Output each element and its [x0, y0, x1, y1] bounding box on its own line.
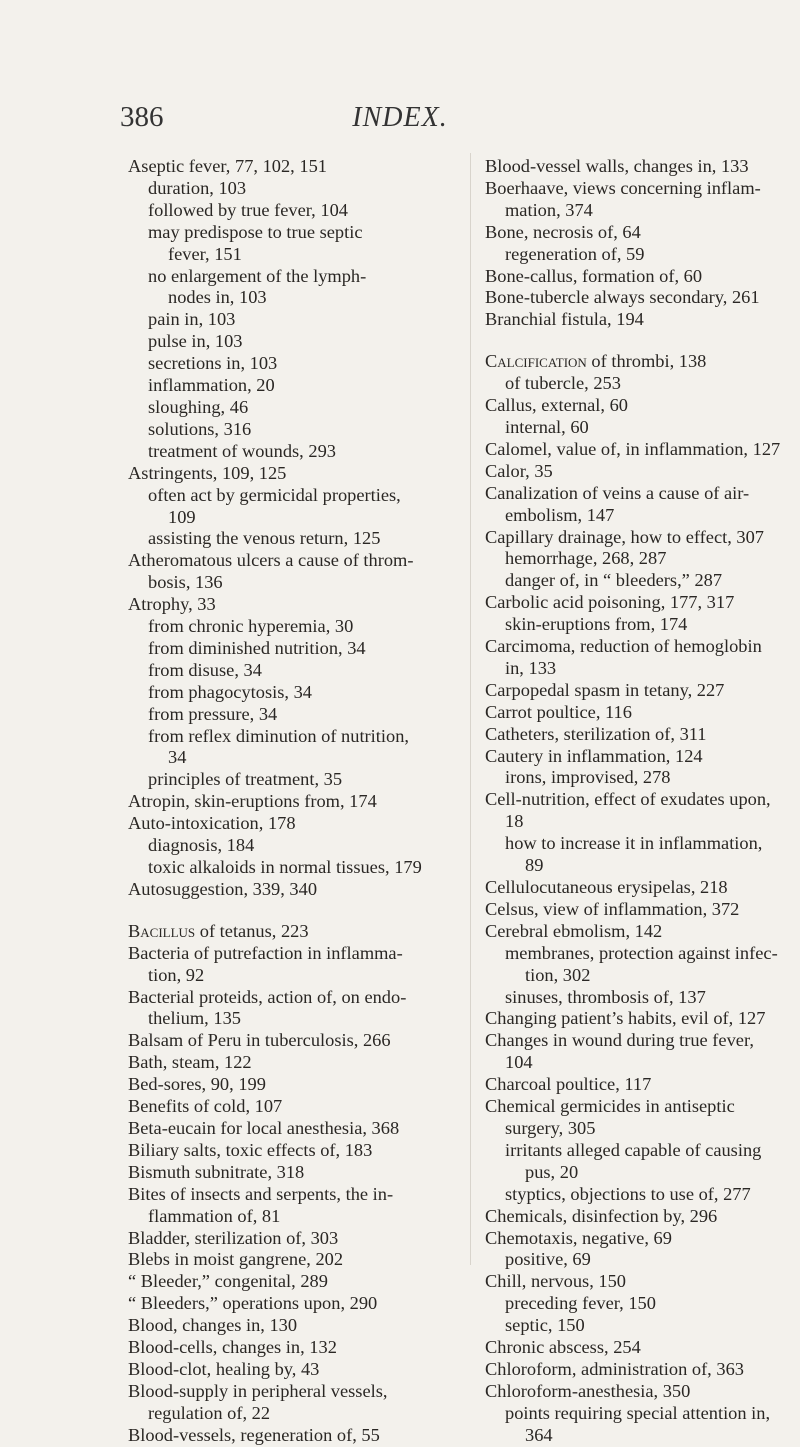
index-line: from phagocytosis, 34 [148, 681, 312, 702]
index-line: Atheromatous ulcers a cause of throm- [128, 550, 414, 571]
index-line-continuation: pus, 20 [525, 1161, 579, 1182]
index-line: Blood-clot, healing by, 43 [128, 1358, 320, 1379]
index-entry [128, 1425, 456, 1447]
index-subentry [485, 1140, 800, 1184]
index-line: Benefits of cold, 107 [128, 1096, 283, 1117]
index-line: followed by true fever, 104 [148, 199, 348, 220]
index-entry [485, 1008, 800, 1030]
index-line: Calcification of thrombi, 138 [485, 351, 707, 372]
index-entry [485, 222, 800, 244]
index-subentry [128, 419, 456, 441]
index-entry [128, 1096, 456, 1118]
index-entry [485, 1381, 800, 1403]
index-line: Bites of insects and serpents, the in- [128, 1183, 394, 1204]
index-line-continuation: 89 [525, 855, 544, 876]
index-line: Atrophy, 33 [128, 594, 216, 615]
index-line: Chronic abscess, 254 [485, 1337, 641, 1358]
index-line: Bone-callus, formation of, 60 [485, 265, 703, 286]
index-line-continuation: 18 [505, 811, 524, 832]
index-line: pulse in, 103 [148, 331, 243, 352]
index-line: Cell-nutrition, effect of exudates upon, [485, 789, 771, 810]
index-line: danger of, in “ bleeders,” 287 [505, 570, 723, 591]
index-line: from chronic hyperemia, 30 [148, 616, 354, 637]
index-line: “ Bleeders,” operations upon, 290 [128, 1293, 378, 1314]
index-line: treatment of wounds, 293 [148, 440, 336, 461]
index-subentry [128, 726, 456, 770]
page-number: 386 [120, 101, 164, 133]
index-entry [485, 266, 800, 288]
index-line: sinuses, thrombosis of, 137 [505, 986, 706, 1007]
index-line: Carpopedal spasm in tetany, 227 [485, 679, 725, 700]
index-line-continuation: 34 [168, 747, 187, 768]
index-entry [128, 1249, 456, 1271]
index-line-continuation: regulation of, 22 [148, 1402, 271, 1423]
index-entry [485, 1359, 800, 1381]
index-line: how to increase it in inflammation, [505, 833, 763, 854]
index-line: toxic alkaloids in normal tissues, 179 [148, 857, 422, 877]
index-subentry [485, 1249, 800, 1271]
index-entry [485, 156, 800, 178]
index-entry [128, 813, 456, 835]
index-line-continuation: 104 [505, 1052, 533, 1073]
index-subentry [128, 397, 456, 419]
index-line: Canalization of veins a cause of air- [485, 482, 750, 503]
index-entry [128, 156, 456, 178]
index-entry [128, 1162, 456, 1184]
index-line-continuation: surgery, 305 [505, 1117, 596, 1138]
index-line: from diminished nutrition, 34 [148, 637, 366, 658]
index-line: positive, 69 [505, 1249, 591, 1270]
index-entry [128, 1118, 456, 1140]
index-subentry [485, 767, 800, 789]
index-entry [128, 1074, 456, 1096]
index-entry [128, 594, 456, 616]
index-line: assisting the venous return, 125 [148, 528, 381, 549]
index-line: Bed-sores, 90, 199 [128, 1074, 266, 1095]
index-line: Auto-intoxication, 178 [128, 813, 296, 834]
index-line-continuation: thelium, 135 [148, 1008, 241, 1029]
index-line: Chill, nervous, 150 [485, 1271, 626, 1292]
index-subentry [485, 1293, 800, 1315]
index-line: skin-eruptions from, 174 [505, 614, 688, 635]
index-line: Bacterial proteids, action of, on endo- [128, 986, 407, 1007]
index-subentry [128, 485, 456, 529]
index-entry [128, 1184, 456, 1228]
index-line: Carrot poultice, 116 [485, 701, 632, 722]
index-line: from reflex diminution of nutrition, [148, 725, 409, 746]
index-line: Bone, necrosis of, 64 [485, 221, 641, 242]
index-line: Biliary salts, toxic effects of, 183 [128, 1139, 373, 1160]
index-line: inflammation, 20 [148, 375, 275, 396]
index-line: Blood-vessel walls, changes in, 133 [485, 156, 749, 176]
index-line: Astringents, 109, 125 [128, 462, 287, 483]
index-entry [128, 791, 456, 813]
index-entry [485, 789, 800, 833]
section-gap [485, 331, 800, 351]
index-entry [485, 1337, 800, 1359]
index-line: Beta-eucain for local anesthesia, 368 [128, 1117, 400, 1138]
index-subentry [128, 769, 456, 791]
index-line: styptics, objections to use of, 277 [505, 1183, 751, 1204]
index-line: Bismuth subnitrate, 318 [128, 1161, 305, 1182]
index-line-continuation: fever, 151 [168, 243, 242, 264]
index-subentry [128, 835, 456, 857]
index-line: Carcimoma, reduction of hemoglobin [485, 636, 762, 657]
index-line-continuation: flammation of, 81 [148, 1205, 281, 1226]
index-line: points requiring special attention in, [505, 1402, 771, 1423]
index-entry [485, 746, 800, 768]
index-line-continuation: mation, 374 [505, 199, 593, 220]
index-line: Boerhaave, views concerning inflam- [485, 177, 761, 198]
index-line: septic, 150 [505, 1315, 585, 1336]
index-subentry [485, 548, 800, 570]
index-entry [128, 1140, 456, 1162]
index-subentry [128, 528, 456, 550]
index-entry [485, 1096, 800, 1140]
index-entry [485, 395, 800, 417]
index-entry [485, 309, 800, 331]
index-line: solutions, 316 [148, 418, 252, 439]
index-entry [128, 550, 456, 594]
index-line: Chloroform, administration of, 363 [485, 1358, 744, 1379]
index-line: Branchial fistula, 194 [485, 309, 644, 330]
index-line: Callus, external, 60 [485, 395, 629, 416]
index-subentry [485, 417, 800, 439]
index-subentry [485, 1184, 800, 1206]
index-subentry [485, 373, 800, 395]
index-subentry [128, 682, 456, 704]
index-line: hemorrhage, 268, 287 [505, 548, 667, 569]
index-line: principles of treatment, 35 [148, 769, 343, 790]
index-subentry [128, 660, 456, 682]
index-subentry [485, 1315, 800, 1337]
index-line: preceding fever, 150 [505, 1293, 656, 1314]
index-line-continuation: in, 133 [505, 657, 557, 678]
index-subentry [485, 570, 800, 592]
index-subentry [485, 1403, 800, 1447]
index-subentry [128, 200, 456, 222]
index-line: of tubercle, 253 [505, 373, 621, 394]
index-subentry [128, 266, 456, 310]
index-entry [485, 877, 800, 899]
index-line: Bladder, sterilization of, 303 [128, 1227, 339, 1248]
index-entry [128, 1293, 456, 1315]
index-line: Charcoal poultice, 117 [485, 1074, 652, 1095]
index-line: Atropin, skin-eruptions from, 174 [128, 791, 377, 812]
index-entry [128, 1315, 456, 1337]
index-entry [485, 1228, 800, 1250]
index-line: Chemical germicides in antiseptic [485, 1096, 735, 1117]
index-line: Calomel, value of, in inflammation, 127 [485, 438, 781, 459]
index-line: “ Bleeder,” congenital, 289 [128, 1271, 328, 1292]
index-line: Changing patient’s habits, evil of, 127 [485, 1008, 766, 1029]
index-line: sloughing, 46 [148, 396, 249, 417]
index-entry [485, 1030, 800, 1074]
index-entry [128, 1228, 456, 1250]
index-line-continuation: bosis, 136 [148, 572, 223, 593]
index-entry [485, 921, 800, 943]
index-entry [128, 879, 456, 901]
index-line: Balsam of Peru in tuberculosis, 266 [128, 1030, 391, 1051]
index-letter-heading-entry [485, 351, 800, 373]
index-line: Cautery in inflammation, 124 [485, 745, 703, 766]
index-line: regeneration of, 59 [505, 243, 645, 264]
index-entry [128, 463, 456, 485]
index-subentry [128, 353, 456, 375]
index-entry [128, 1271, 456, 1293]
index-entry [128, 1359, 456, 1381]
index-line: Chemicals, disinfection by, 296 [485, 1205, 718, 1226]
index-entry [485, 439, 800, 461]
index-column-left [128, 156, 456, 1447]
index-subentry [485, 833, 800, 877]
index-line: often act by germicidal properties, [148, 484, 401, 505]
index-line: Bone-tubercle always secondary, 261 [485, 287, 760, 308]
index-line: Blood-vessels, regeneration of, 55 [128, 1424, 380, 1445]
index-entry [485, 1074, 800, 1096]
index-entry [485, 899, 800, 921]
index-line: pain in, 103 [148, 309, 236, 330]
index-line: Carbolic acid poisoning, 177, 317 [485, 592, 735, 613]
index-line: Blood-supply in peripheral vessels, [128, 1380, 388, 1401]
index-line: Bath, steam, 122 [128, 1052, 252, 1073]
index-line-continuation: 109 [168, 506, 196, 527]
index-line: Autosuggestion, 339, 340 [128, 878, 318, 899]
index-line: from disuse, 34 [148, 659, 262, 680]
index-entry [485, 724, 800, 746]
index-entry [485, 178, 800, 222]
index-subentry [128, 616, 456, 638]
index-line: duration, 103 [148, 177, 247, 198]
column-divider [470, 153, 471, 1265]
index-entry [128, 1381, 456, 1425]
index-line-continuation: nodes in, 103 [168, 287, 267, 308]
index-subentry [128, 638, 456, 660]
index-line: Calor, 35 [485, 460, 553, 481]
index-line: secretions in, 103 [148, 353, 278, 374]
index-line: Chemotaxis, negative, 69 [485, 1227, 672, 1248]
index-line-continuation: tion, 92 [148, 964, 205, 985]
index-line: Bacteria of putrefaction in inflamma- [128, 942, 403, 963]
index-subentry [485, 943, 800, 987]
index-line: internal, 60 [505, 416, 589, 437]
index-line: irritants alleged capable of causing [505, 1139, 762, 1160]
index-entry [485, 461, 800, 483]
index-subentry [128, 441, 456, 463]
index-entry [128, 1337, 456, 1359]
index-line: Blood-cells, changes in, 132 [128, 1337, 337, 1358]
index-subentry [128, 857, 456, 879]
index-line: Celsus, view of inflammation, 372 [485, 898, 740, 919]
index-line: no enlargement of the lymph- [148, 265, 367, 286]
index-entry [485, 680, 800, 702]
index-line: diagnosis, 184 [148, 835, 255, 856]
index-line: Blood, changes in, 130 [128, 1315, 298, 1336]
index-letter-heading-entry [128, 921, 456, 943]
index-subentry [485, 987, 800, 1009]
index-subentry [128, 375, 456, 397]
index-line-continuation: tion, 302 [525, 964, 591, 985]
index-entry [485, 592, 800, 614]
index-line: from pressure, 34 [148, 703, 278, 724]
index-subentry [128, 309, 456, 331]
index-line: Chloroform-anesthesia, 350 [485, 1380, 691, 1401]
index-line: may predispose to true septic [148, 221, 363, 242]
page-header [0, 100, 800, 140]
index-entry [128, 1052, 456, 1074]
index-entry [485, 702, 800, 724]
index-line: Blebs in moist gangrene, 202 [128, 1249, 344, 1270]
index-line: Bacillus of tetanus, 223 [128, 920, 309, 941]
index-subentry [485, 244, 800, 266]
index-subentry [128, 704, 456, 726]
index-entry [485, 1206, 800, 1228]
section-gap [128, 901, 456, 921]
index-entry [128, 943, 456, 987]
index-line: Aseptic fever, 77, 102, 151 [128, 156, 327, 176]
running-title: INDEX. [352, 102, 448, 133]
index-entry [485, 527, 800, 549]
index-line: membranes, protection against infec- [505, 942, 778, 963]
index-line: irons, improvised, 278 [505, 767, 671, 788]
index-subentry [128, 222, 456, 266]
index-subentry [128, 178, 456, 200]
index-entry [485, 636, 800, 680]
index-entry [485, 483, 800, 527]
index-line: Cellulocutaneous erysipelas, 218 [485, 877, 728, 897]
index-line: Catheters, sterilization of, 311 [485, 723, 707, 744]
index-entry [128, 1030, 456, 1052]
index-entry [485, 1271, 800, 1293]
index-line: Capillary drainage, how to effect, 307 [485, 526, 765, 547]
index-column-right [485, 156, 800, 1447]
index-entry [128, 987, 456, 1031]
index-line-continuation: embolism, 147 [505, 504, 615, 525]
index-subentry [128, 331, 456, 353]
index-entry [485, 287, 800, 309]
index-subentry [485, 614, 800, 636]
index-line: Changes in wound during true fever, [485, 1030, 754, 1051]
index-line: Cerebral ebmolism, 142 [485, 920, 663, 941]
index-line-continuation: 364 [525, 1424, 553, 1445]
